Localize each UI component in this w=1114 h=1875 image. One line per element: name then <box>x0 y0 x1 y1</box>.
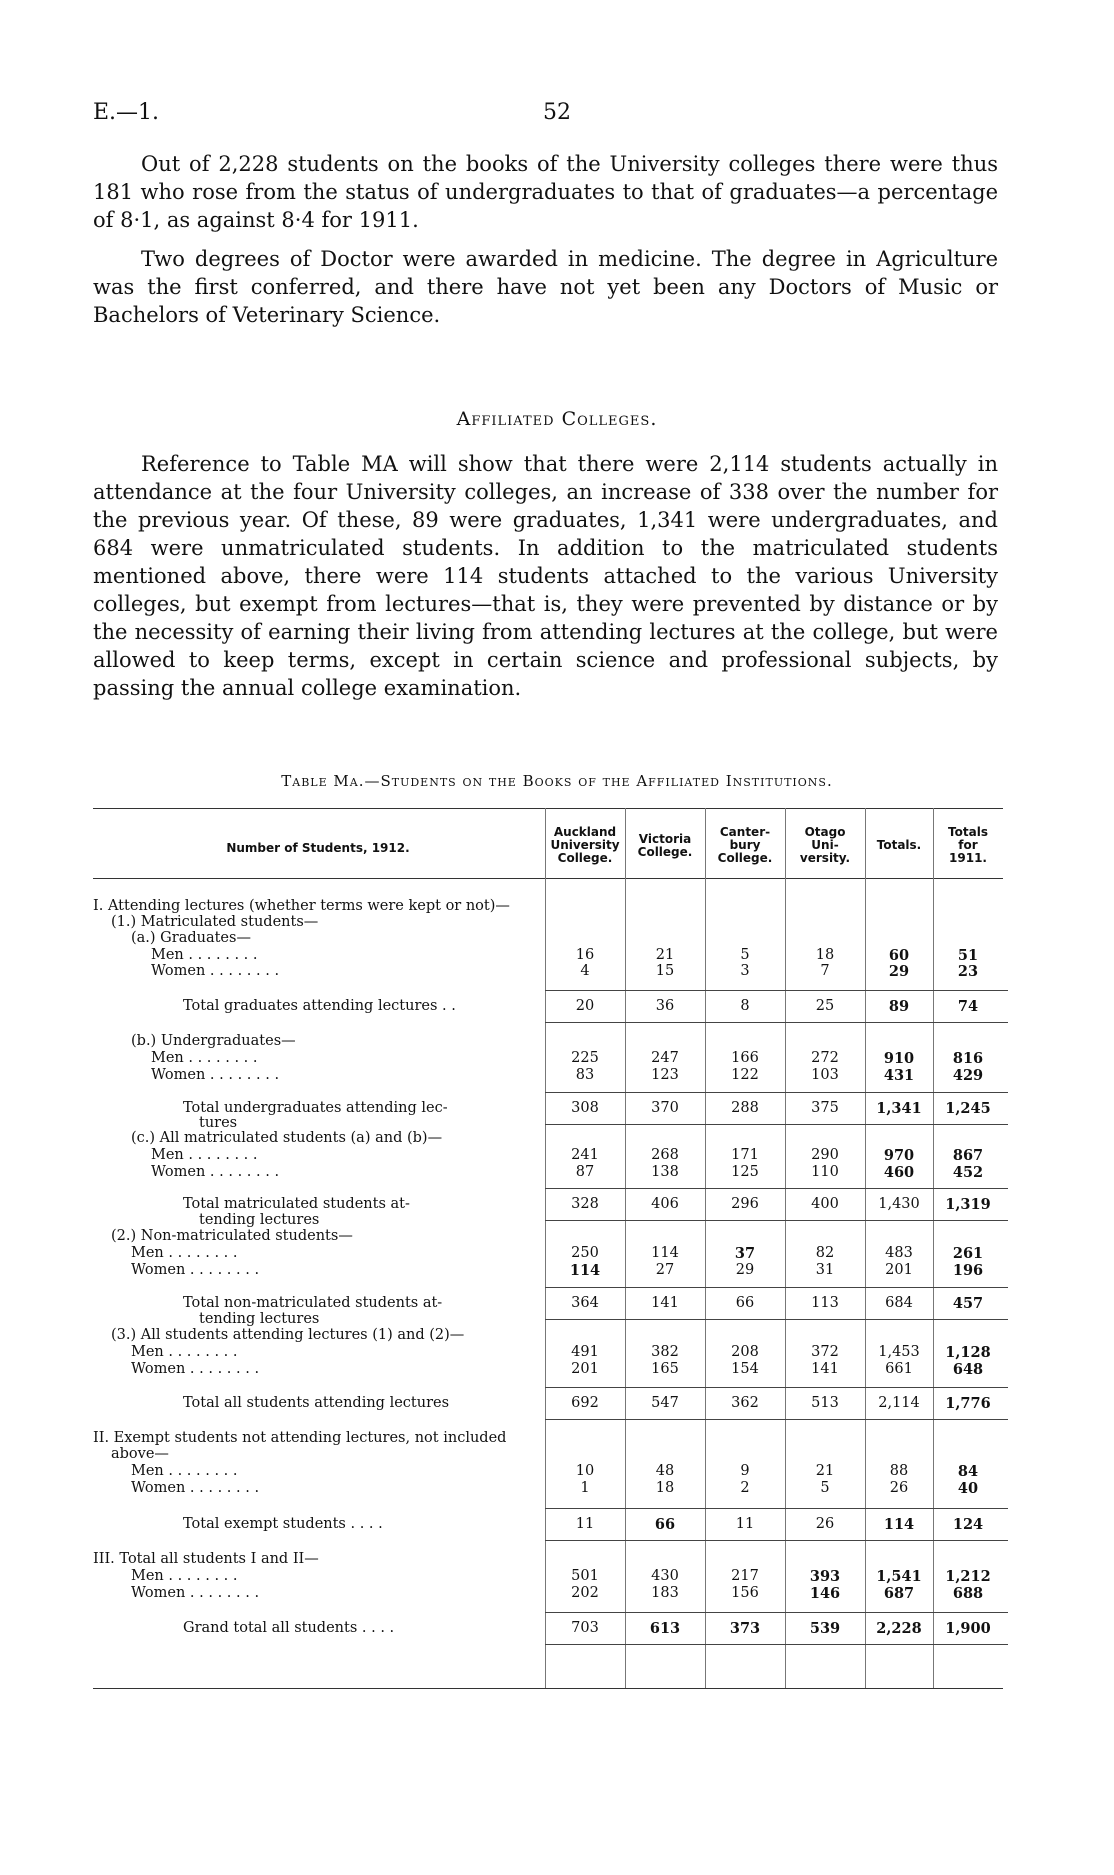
total-rule <box>785 1092 865 1093</box>
cell-totals: 1,341 <box>876 1100 922 1117</box>
total-rule <box>705 1540 785 1541</box>
total-rule <box>625 1540 705 1541</box>
total-rule <box>785 1022 865 1023</box>
cell-otago: 290 <box>811 1147 839 1163</box>
row-label-women: Women . . . . . . . . <box>131 1262 260 1278</box>
cell-totals: 1,430 <box>878 1196 920 1212</box>
cell-totals: 661 <box>885 1361 913 1377</box>
total-rule <box>545 1387 625 1388</box>
total-rule <box>705 1022 785 1023</box>
cell-totals: 431 <box>883 1067 915 1084</box>
total-rule <box>705 1188 785 1189</box>
row-label-total: Total non-matriculated students at- <box>183 1295 443 1311</box>
cell-victoria: 114 <box>651 1245 679 1261</box>
row-label-men: Men . . . . . . . . <box>131 1463 238 1479</box>
cell-otago: 5 <box>820 1480 830 1496</box>
row-label-total-cont: tending lectures <box>199 1311 320 1327</box>
cell-totals-1911: 23 <box>957 963 979 980</box>
total-rule <box>625 1419 705 1420</box>
cell-auckland: 11 <box>575 1516 595 1532</box>
cell-totals: 1,453 <box>878 1344 920 1360</box>
cell-otago: 393 <box>809 1568 841 1585</box>
row-label-women: Women . . . . . . . . <box>151 1164 280 1180</box>
total-rule <box>865 1287 933 1288</box>
cell-totals-1911: 867 <box>952 1147 984 1164</box>
cell-victoria: 382 <box>651 1344 679 1360</box>
total-rule <box>865 1612 933 1613</box>
row-label-total: Grand total all students . . . . <box>183 1620 395 1636</box>
total-rule <box>865 1387 933 1388</box>
cell-victoria: 141 <box>651 1295 679 1311</box>
column-header-totals-1911: Totals for 1911. <box>948 825 988 865</box>
total-rule <box>705 1419 785 1420</box>
row-label-women: Women . . . . . . . . <box>151 1067 280 1083</box>
cell-totals-1911: 124 <box>952 1516 984 1533</box>
cell-victoria: 138 <box>651 1164 679 1180</box>
cell-canterbury: 217 <box>731 1568 759 1584</box>
cell-otago: 146 <box>809 1585 841 1602</box>
cell-canterbury: 166 <box>731 1050 759 1066</box>
total-rule <box>545 1287 625 1288</box>
cell-totals: 910 <box>883 1050 915 1067</box>
cell-otago: 18 <box>815 947 835 963</box>
cell-auckland: 692 <box>571 1395 599 1411</box>
row-label-total-cont: tending lectures <box>199 1212 320 1228</box>
total-rule <box>625 1508 705 1509</box>
total-rule <box>785 1612 865 1613</box>
cell-victoria: 613 <box>649 1620 681 1637</box>
cell-auckland: 308 <box>571 1100 599 1116</box>
cell-totals-1911: 1,128 <box>945 1344 991 1361</box>
column-header-canterbury: Canter- bury College. <box>717 825 773 865</box>
cell-otago: 272 <box>811 1050 839 1066</box>
cell-canterbury: 154 <box>731 1361 759 1377</box>
cell-totals: 114 <box>883 1516 915 1533</box>
total-rule <box>705 1287 785 1288</box>
cell-totals-1911: 648 <box>952 1361 984 1378</box>
row-label-total-cont: tures <box>199 1115 238 1131</box>
cell-otago: 372 <box>811 1344 839 1360</box>
total-rule <box>625 1092 705 1093</box>
row-label-men: Men . . . . . . . . <box>131 1568 238 1584</box>
total-rule <box>545 1612 625 1613</box>
cell-canterbury: 373 <box>729 1620 761 1637</box>
cell-otago: 103 <box>811 1067 839 1083</box>
cell-totals: 687 <box>883 1585 915 1602</box>
subsection-label: (c.) All matriculated students (a) and (b)— <box>131 1130 443 1146</box>
cell-otago: 113 <box>811 1295 839 1311</box>
total-rule <box>865 1419 933 1420</box>
total-rule <box>928 1387 1008 1388</box>
total-rule <box>545 1508 625 1509</box>
total-rule <box>545 1540 625 1541</box>
total-rule <box>865 1188 933 1189</box>
cell-canterbury: 3 <box>740 963 750 979</box>
cell-canterbury: 296 <box>731 1196 759 1212</box>
cell-otago: 26 <box>815 1516 835 1532</box>
subsection-label: (b.) Undergraduates— <box>131 1033 296 1049</box>
cell-canterbury: 37 <box>734 1245 756 1262</box>
cell-totals-1911: 1,212 <box>945 1568 991 1585</box>
column-header-totals: Totals. <box>876 838 922 852</box>
cell-otago: 513 <box>811 1395 839 1411</box>
total-rule <box>545 1188 625 1189</box>
total-rule <box>705 1508 785 1509</box>
cell-victoria: 183 <box>651 1585 679 1601</box>
cell-victoria: 547 <box>651 1395 679 1411</box>
total-rule <box>705 1612 785 1613</box>
cell-victoria: 370 <box>651 1100 679 1116</box>
column-header-otago: Otago Uni- versity. <box>799 825 851 865</box>
total-rule <box>865 1092 933 1093</box>
total-rule <box>928 1540 1008 1541</box>
total-rule <box>785 1540 865 1541</box>
cell-victoria: 406 <box>651 1196 679 1212</box>
cell-canterbury: 122 <box>731 1067 759 1083</box>
cell-victoria: 21 <box>655 947 675 963</box>
total-rule <box>785 1419 865 1420</box>
row-label-men: Men . . . . . . . . <box>151 947 258 963</box>
cell-totals-1911: 452 <box>952 1164 984 1181</box>
total-rule <box>785 1287 865 1288</box>
cell-auckland: 250 <box>571 1245 599 1261</box>
cell-totals-1911: 429 <box>952 1067 984 1084</box>
row-label-men: Men . . . . . . . . <box>131 1344 238 1360</box>
cell-victoria: 247 <box>651 1050 679 1066</box>
total-rule <box>625 1644 705 1645</box>
section-title: Affiliated Colleges. <box>456 408 658 430</box>
row-label-total: Total graduates attending lectures . . <box>183 998 456 1014</box>
cell-auckland: 202 <box>571 1585 599 1601</box>
cell-totals-1911: 1,776 <box>945 1395 991 1412</box>
cell-otago: 25 <box>815 998 835 1014</box>
cell-canterbury: 156 <box>731 1585 759 1601</box>
cell-totals: 29 <box>888 963 910 980</box>
row-label-women: Women . . . . . . . . <box>151 963 280 979</box>
cell-canterbury: 125 <box>731 1164 759 1180</box>
total-rule <box>785 990 865 991</box>
total-rule <box>928 990 1008 991</box>
cell-victoria: 66 <box>654 1516 676 1533</box>
total-rule <box>545 990 625 991</box>
row-label-total: Total exempt students . . . . <box>183 1516 383 1532</box>
cell-otago: 82 <box>815 1245 835 1261</box>
row-label-men: Men . . . . . . . . <box>131 1245 238 1261</box>
cell-totals-1911: 40 <box>957 1480 979 1497</box>
section-label-cont: above— <box>111 1446 169 1462</box>
cell-otago: 7 <box>820 963 830 979</box>
page-number: 52 <box>543 100 571 125</box>
cell-auckland: 241 <box>571 1147 599 1163</box>
paragraph-affiliated-colleges: Reference to Table MA will show that there were 2,114 students actually in attendance at the four University colleges, an increase of 338 over the number for the previous year. Of these, 89 were graduates, 1,341 were undergraduates, and 684 were unmatriculated students. In addition to the matriculated students mentioned above, there were 114 students attached to the various University colleges, but exempt from lectures—that is, they were prevented by distance or by the necessity of earning their living from attending lectures at the college, but were allowed to keep terms, except in certain science and professional subjects, by passing the annual college examination. <box>93 452 998 700</box>
total-rule <box>865 990 933 991</box>
cell-totals-1911: 84 <box>957 1463 979 1480</box>
total-rule <box>545 1092 625 1093</box>
total-rule <box>625 1022 705 1023</box>
cell-auckland: 201 <box>571 1361 599 1377</box>
cell-otago: 141 <box>811 1361 839 1377</box>
section-label: I. Attending lectures (whether terms were kept or not)— <box>93 898 510 914</box>
cell-totals: 970 <box>883 1147 915 1164</box>
total-rule <box>705 1387 785 1388</box>
cell-canterbury: 29 <box>735 1262 755 1278</box>
cell-auckland: 491 <box>571 1344 599 1360</box>
total-rule <box>625 1387 705 1388</box>
cell-canterbury: 9 <box>740 1463 750 1479</box>
cell-canterbury: 8 <box>740 998 750 1014</box>
total-rule <box>705 1644 785 1645</box>
total-rule <box>865 1508 933 1509</box>
cell-totals-1911: 1,245 <box>945 1100 991 1117</box>
cell-auckland: 16 <box>575 947 595 963</box>
cell-auckland: 83 <box>575 1067 595 1083</box>
cell-totals-1911: 816 <box>952 1050 984 1067</box>
subsection-label: (2.) Non-matriculated students— <box>111 1228 353 1244</box>
cell-canterbury: 2 <box>740 1480 750 1496</box>
cell-totals: 60 <box>888 947 910 964</box>
total-rule <box>928 1644 1008 1645</box>
total-rule <box>625 1612 705 1613</box>
table-header-rule <box>93 878 1003 879</box>
total-rule <box>865 1540 933 1541</box>
cell-totals-1911: 51 <box>957 947 979 964</box>
cell-canterbury: 66 <box>735 1295 755 1311</box>
paragraph-graduates: Out of 2,228 students on the books of the University colleges there were thus 181 who rose from the status of undergraduates to that of graduates—a percentage of 8·1, as against 8·4 for 1911. <box>93 152 998 232</box>
row-label-men: Men . . . . . . . . <box>151 1050 258 1066</box>
row-label-total: Total undergraduates attending lec- <box>183 1100 448 1116</box>
cell-canterbury: 208 <box>731 1344 759 1360</box>
cell-totals: 483 <box>885 1245 913 1261</box>
cell-victoria: 430 <box>651 1568 679 1584</box>
cell-canterbury: 5 <box>740 947 750 963</box>
total-rule <box>705 1092 785 1093</box>
table-top-rule <box>93 808 1003 809</box>
cell-otago: 400 <box>811 1196 839 1212</box>
cell-victoria: 48 <box>655 1463 675 1479</box>
table-bottom-rule <box>93 1688 1003 1689</box>
row-label-women: Women . . . . . . . . <box>131 1585 260 1601</box>
cell-victoria: 268 <box>651 1147 679 1163</box>
section-label: II. Exempt students not attending lectures, not included <box>93 1430 507 1446</box>
cell-totals-1911: 74 <box>957 998 979 1015</box>
cell-auckland: 501 <box>571 1568 599 1584</box>
cell-auckland: 20 <box>575 998 595 1014</box>
row-label-women: Women . . . . . . . . <box>131 1361 260 1377</box>
section-label: III. Total all students I and II— <box>93 1551 319 1567</box>
cell-victoria: 165 <box>651 1361 679 1377</box>
cell-totals: 2,114 <box>878 1395 920 1411</box>
cell-victoria: 36 <box>655 998 675 1014</box>
total-rule <box>928 1022 1008 1023</box>
column-header-victoria: Victoria College. <box>637 832 693 859</box>
cell-otago: 539 <box>809 1620 841 1637</box>
total-rule <box>785 1188 865 1189</box>
cell-totals: 684 <box>885 1295 913 1311</box>
total-rule <box>785 1508 865 1509</box>
cell-canterbury: 362 <box>731 1395 759 1411</box>
cell-otago: 110 <box>811 1164 839 1180</box>
cell-victoria: 18 <box>655 1480 675 1496</box>
total-rule <box>928 1188 1008 1189</box>
total-rule <box>928 1287 1008 1288</box>
row-label-total: Total all students attending lectures <box>183 1395 450 1411</box>
cell-canterbury: 171 <box>731 1147 759 1163</box>
cell-totals: 2,228 <box>876 1620 922 1637</box>
total-rule <box>928 1612 1008 1613</box>
row-label-total: Total matriculated students at- <box>183 1196 410 1212</box>
cell-totals-1911: 1,900 <box>945 1620 991 1637</box>
column-header-description: Number of Students, 1912. <box>226 841 410 855</box>
cell-otago: 21 <box>815 1463 835 1479</box>
cell-canterbury: 11 <box>735 1516 755 1532</box>
total-rule <box>928 1419 1008 1420</box>
students-table <box>93 808 1003 1698</box>
column-header-auckland: Auckland University College. <box>550 825 620 865</box>
cell-auckland: 328 <box>571 1196 599 1212</box>
cell-canterbury: 288 <box>731 1100 759 1116</box>
cell-auckland: 114 <box>569 1262 601 1279</box>
cell-auckland: 87 <box>575 1164 595 1180</box>
subsection-label: (3.) All students attending lectures (1) and (2)— <box>111 1327 465 1343</box>
total-rule <box>625 1188 705 1189</box>
cell-totals: 26 <box>889 1480 909 1496</box>
cell-auckland: 703 <box>571 1620 599 1636</box>
cell-auckland: 225 <box>571 1050 599 1066</box>
cell-totals: 88 <box>889 1463 909 1479</box>
cell-totals-1911: 688 <box>952 1585 984 1602</box>
cell-auckland: 1 <box>580 1480 590 1496</box>
cell-otago: 31 <box>815 1262 835 1278</box>
table-title: Table Ma.—Students on the Books of the Affiliated Institutions. <box>281 772 833 790</box>
cell-victoria: 27 <box>655 1262 675 1278</box>
paragraph-doctors: Two degrees of Doctor were awarded in medicine. The degree in Agriculture was the first conferred, and there have not yet been any Doctors of Music or Bachelors of Veterinary Science. <box>93 247 998 327</box>
total-rule <box>928 1508 1008 1509</box>
total-rule <box>625 1287 705 1288</box>
total-rule <box>865 1644 933 1645</box>
total-rule <box>705 990 785 991</box>
total-rule <box>545 1419 625 1420</box>
cell-totals: 89 <box>888 998 910 1015</box>
cell-victoria: 123 <box>651 1067 679 1083</box>
total-rule <box>545 1644 625 1645</box>
cell-otago: 375 <box>811 1100 839 1116</box>
total-rule <box>625 990 705 991</box>
cell-totals-1911: 1,319 <box>945 1196 991 1213</box>
cell-totals: 201 <box>885 1262 913 1278</box>
row-label-women: Women . . . . . . . . <box>131 1480 260 1496</box>
cell-auckland: 4 <box>580 963 590 979</box>
subsection-label: (a.) Graduates— <box>131 930 251 946</box>
cell-totals-1911: 261 <box>952 1245 984 1262</box>
row-label-men: Men . . . . . . . . <box>151 1147 258 1163</box>
total-rule <box>865 1022 933 1023</box>
subsection-label: (1.) Matriculated students— <box>111 914 319 930</box>
cell-totals-1911: 196 <box>952 1262 984 1279</box>
cell-totals: 1,541 <box>876 1568 922 1585</box>
document-code: E.—1. <box>93 100 160 125</box>
total-rule <box>785 1387 865 1388</box>
cell-auckland: 364 <box>571 1295 599 1311</box>
total-rule <box>545 1022 625 1023</box>
cell-victoria: 15 <box>655 963 675 979</box>
cell-totals-1911: 457 <box>952 1295 984 1312</box>
total-rule <box>785 1644 865 1645</box>
cell-totals: 460 <box>883 1164 915 1181</box>
total-rule <box>928 1092 1008 1093</box>
cell-auckland: 10 <box>575 1463 595 1479</box>
